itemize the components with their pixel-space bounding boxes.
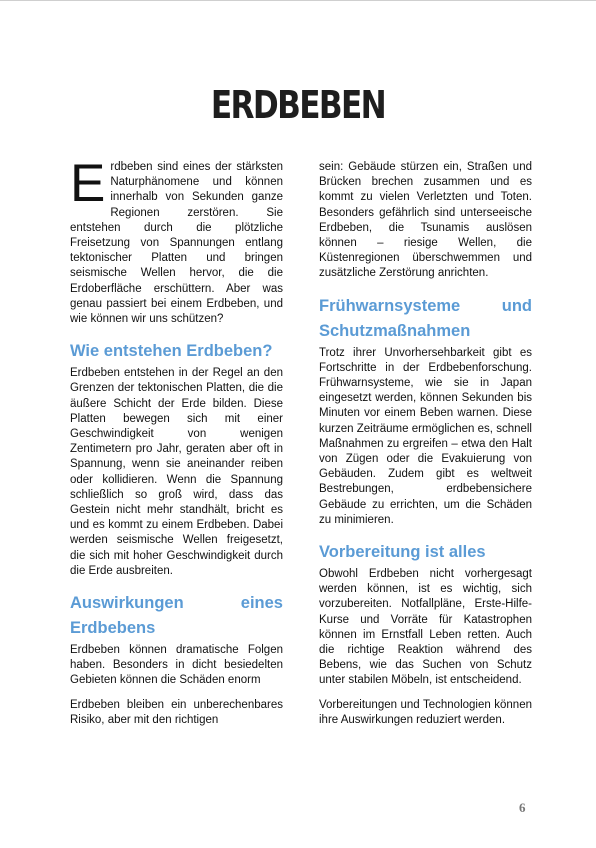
- heading-wie-entstehen: Wie entstehen Erdbeben?: [70, 342, 273, 361]
- paragraph-fruehwarnsysteme: Trotz ihrer Unvorhersehbarkeit gibt es Fortschritte in der Erdbebenforschung. Frühwarnsysteme, wie sie in Japan eingesetzt werden, können Sekunden bis Minuten vor einem Beben warnen. Diese kurzen Zeiträume ermöglichen es, schnell Maßnahmen zu ergreifen – etwa den Halt von Zügen oder die Evakuierung von Gebäuden. Zudem gibt es weltweit Bestrebungen, erdbebensichere Gebäude zu errichten, um die Schäden zu minimieren.: [319, 346, 532, 526]
- heading-fruehwarnsysteme: Frühwarnsysteme und Schutzmaßnahmen: [319, 296, 532, 340]
- paragraph-auswirkungen-start: Erdbeben können dramatische Folgen haben. Besonders in dicht besiedelten Gebieten können die Schäden enorm: [70, 644, 283, 687]
- page-number: 6: [519, 800, 526, 815]
- top-rule: [0, 0, 596, 1]
- drop-cap: E: [70, 154, 106, 213]
- paragraph-closing-end: Vorbereitungen und Technologien können ihre Auswirkungen reduziert werden.: [319, 698, 532, 726]
- heading-vorbereitung: Vorbereitung ist alles: [319, 543, 486, 562]
- paragraph-wie-entstehen: Erdbeben entstehen in der Regel an den Grenzen der tektonischen Platten, die die äußere Schicht der Erde bilden. Diese Platten bewegen sich mit einer Geschwindigkeit von wenigen Zentimetern pro Jahr, geraten aber oft in Spannung, wenn sie aneinander reiben oder kollidieren. Wenn die Spannung schließlich so groß wird, dass das Gestein nicht mehr standhält, bricht es und es kommt zu einem Erdbeben. Dabei werden seismische Wellen freigesetzt, die sich mit hoher Geschwindigkeit durch die Erde ausbreiten.: [70, 367, 283, 577]
- left-column: [70, 154, 283, 734]
- paragraph-auswirkungen-cont: sein: Gebäude stürzen ein, Straßen und Brücken brechen zusammen und es kommt zu vielen Verletzten und Toten. Besonders gefährlich sind unterseeische Erdbeben, die Tsunamis auslösen können – riesige Wellen, die Küstenregionen überschwemmen und zusätzliche Zerstörung anrichten.: [319, 161, 532, 280]
- paragraph-vorbereitung: Obwohl Erdbeben nicht vorhergesagt werden können, ist es wichtig, sich vorzubereiten. Notfallpläne, Erste-Hilfe-Kurse und Vorräte für Katastrophen können im Ernstfall Leben retten. Auch die richtige Reaktion während des Bebens, wie das Suchen von Schutz unter stabilen Möbeln, ist entscheidend.: [319, 568, 532, 687]
- intro-paragraph: [70, 154, 283, 327]
- page-title: ERDBEBEN: [210, 83, 386, 127]
- right-column: [319, 160, 532, 734]
- heading-auswirkungen: Auswirkungen eines Erdbebens: [70, 594, 283, 638]
- intro-text: rdbeben sind eines der stärksten Naturphänomene und können innerhalb von Sekunden ganze Regionen zerstören. Sie entstehen durch die plötzliche Freisetzung von Spannungen entlang tektonischer Platten und bringen seismische Wellen hervor, die die Erdoberfläche erschüttern. Aber was genau passiert bei einem Erdbeben, und wie können wir uns schützen?: [70, 161, 283, 326]
- paragraph-closing-start: Erdbeben bleiben ein unberechenbares Risiko, aber mit den richtigen: [70, 698, 283, 726]
